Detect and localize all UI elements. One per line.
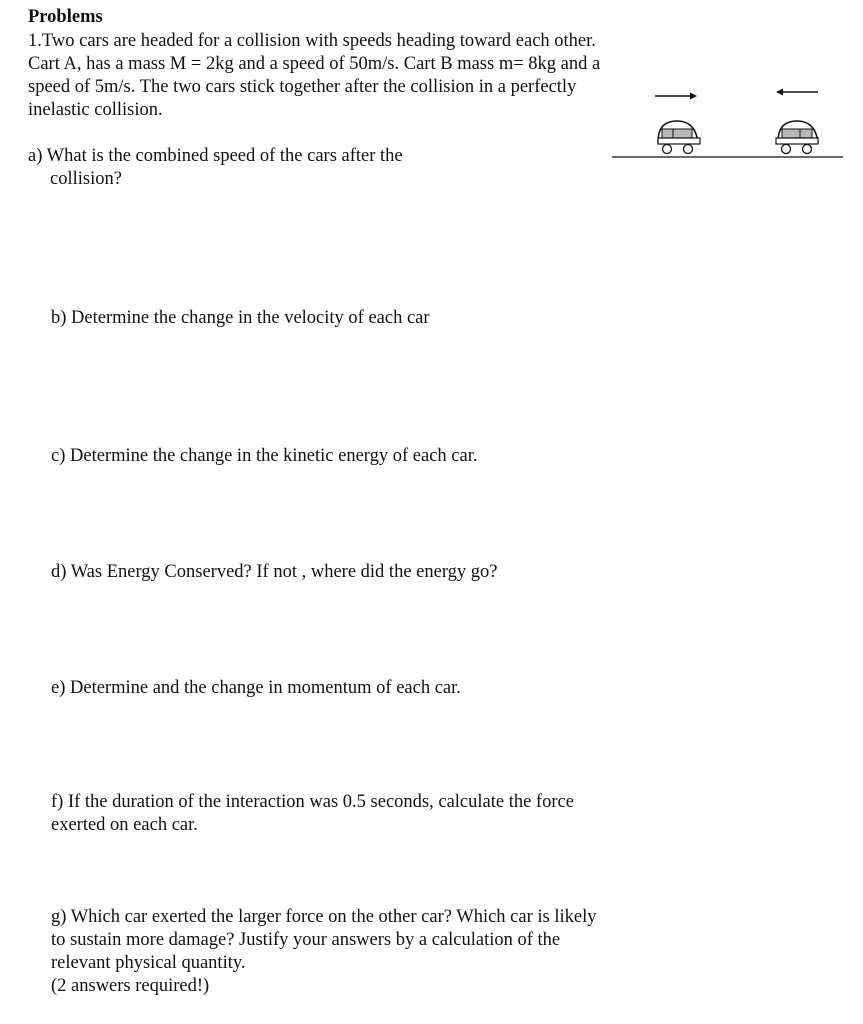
question-line: c) Determine the change in the kinetic energy of each car.	[51, 446, 478, 466]
statement-line: speed of 5m/s. The two cars stick together after the collision in a perfectly	[28, 77, 577, 97]
question-f	[51, 791, 574, 837]
collision-diagram	[600, 76, 850, 166]
car-a-icon	[658, 121, 700, 154]
question-line: collision?	[50, 169, 122, 189]
question-g	[51, 906, 597, 998]
question-line: d) Was Energy Conserved? If not , where did the energy go?	[51, 562, 498, 582]
statement-line: 1.Two cars are headed for a collision with speeds heading toward each other.	[28, 31, 596, 51]
question-line: relevant physical quantity.	[51, 953, 246, 973]
question-d	[51, 561, 498, 584]
question-a	[28, 145, 403, 191]
problem-statement	[28, 30, 600, 122]
question-line: f) If the duration of the interaction was 0.5 seconds, calculate the force	[51, 792, 574, 812]
question-line: a) What is the combined speed of the cars after the	[28, 146, 403, 166]
page-title: Problems	[28, 7, 103, 27]
arrow-right-icon	[655, 93, 697, 100]
arrow-left-icon	[776, 89, 818, 96]
question-line: b) Determine the change in the velocity of each car	[51, 308, 430, 328]
question-line: (2 answers required!)	[51, 976, 210, 996]
question-c	[51, 445, 478, 468]
question-line: e) Determine and the change in momentum of each car.	[51, 678, 461, 698]
question-line: g) Which car exerted the larger force on the other car? Which car is likely	[51, 907, 597, 927]
question-line: exerted on each car.	[51, 815, 198, 835]
statement-line: Cart A, has a mass M = 2kg and a speed of 50m/s. Cart B mass m= 8kg and a	[28, 54, 601, 74]
question-line: to sustain more damage? Justify your answers by a calculation of the	[51, 930, 561, 950]
car-b-icon	[776, 121, 818, 154]
statement-line: inelastic collision.	[28, 100, 163, 120]
question-e	[51, 677, 461, 700]
question-b	[51, 307, 430, 330]
